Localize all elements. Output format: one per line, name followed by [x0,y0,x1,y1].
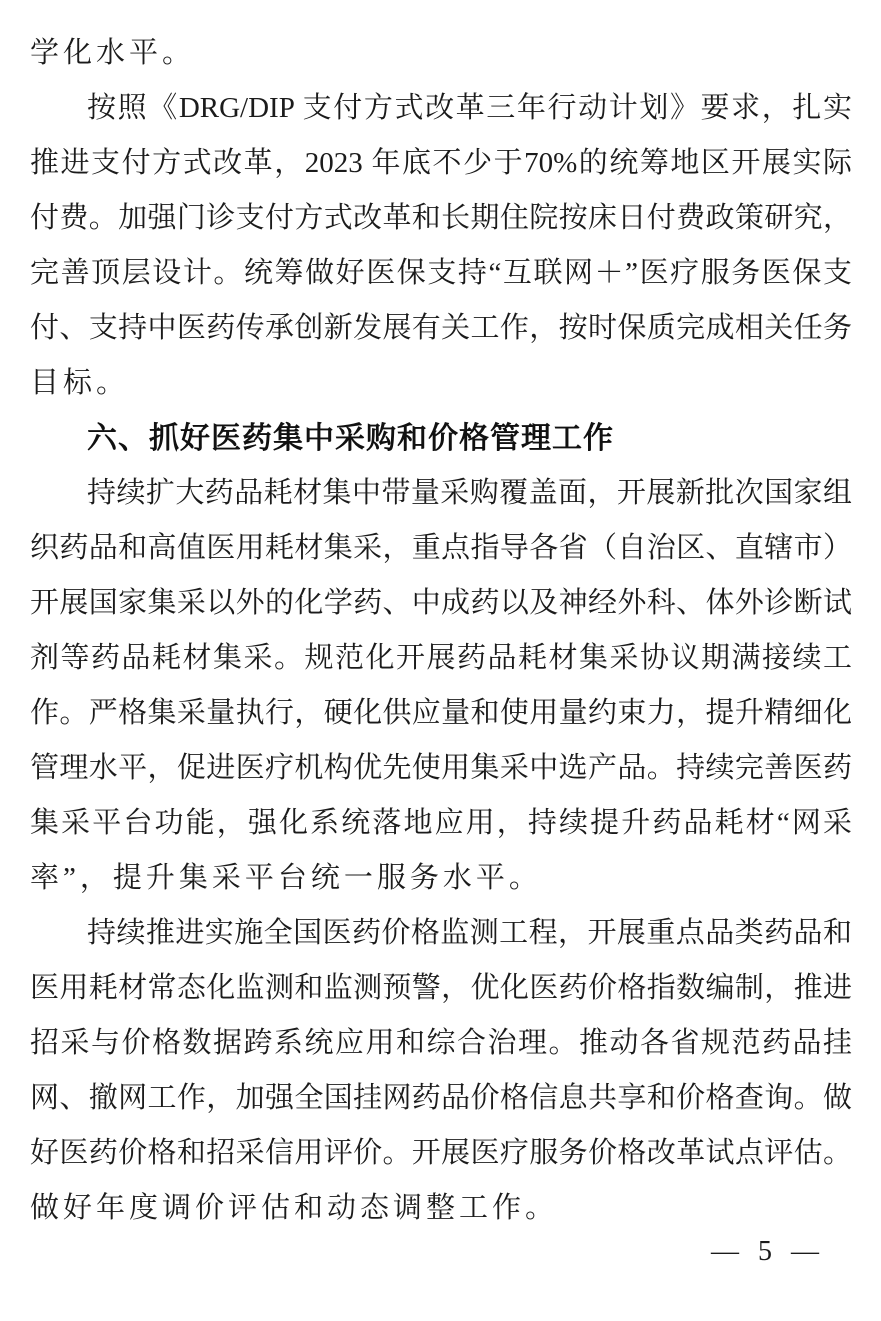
paragraph-line: 开展国家集采以外的化学药、中成药以及神经外科、体外诊断试 [30,587,852,619]
paragraph-line: 付费。加强门诊支付方式改革和长期住院按床日付费政策研究， [30,202,852,234]
paragraph-line: 医用耗材常态化监测和监测预警，优化医药价格指数编制，推进 [30,972,852,1004]
document-body [30,26,852,1236]
paragraph-line: 管理水平，促进医疗机构优先使用集采中选产品。持续完善医药 [30,752,852,784]
paragraph-line: 网、撤网工作，加强全国挂网药品价格信息共享和价格查询。做 [30,1082,852,1114]
page-number: — 5 — [711,1236,825,1267]
paragraph-line: 织药品和高值医用耗材集采，重点指导各省（自治区、直辖市） [30,532,852,564]
paragraph-line: 推进支付方式改革，2023 年底不少于70%的统筹地区开展实际 [30,147,852,179]
paragraph-line: 好医药价格和招采信用评价。开展医疗服务价格改革试点评估。 [30,1137,852,1169]
paragraph-line: 持续扩大药品耗材集中带量采购覆盖面，开展新批次国家组 [87,477,852,509]
section-heading: 六、抓好医药集中采购和价格管理工作 [87,422,614,455]
paragraph-line: 持续推进实施全国医药价格监测工程，开展重点品类药品和 [87,917,852,949]
paragraph-line: 付、支持中医药传承创新发展有关工作，按时保质完成相关任务 [30,312,852,344]
paragraph-line: 学化水平。 [30,37,196,69]
paragraph-line: 目标。 [30,367,130,399]
paragraph-line: 按照《DRG/DIP 支付方式改革三年行动计划》要求，扎实 [87,92,852,124]
paragraph-line: 剂等药品耗材集采。规范化开展药品耗材集采协议期满接续工 [30,642,852,674]
paragraph-line: 率”，提升集采平台统一服务水平。 [30,862,542,894]
paragraph-line: 做好年度调价评估和动态调整工作。 [30,1192,559,1224]
paragraph-line: 招采与价格数据跨系统应用和综合治理。推动各省规范药品挂 [30,1027,852,1059]
paragraph-line: 完善顶层设计。统筹做好医保支持“互联网＋”医疗服务医保支 [30,257,852,289]
paragraph-line: 作。严格集采量执行，硬化供应量和使用量约束力，提升精细化 [30,697,852,729]
paragraph-line: 集采平台功能，强化系统落地应用，持续提升药品耗材“网采 [30,807,852,839]
